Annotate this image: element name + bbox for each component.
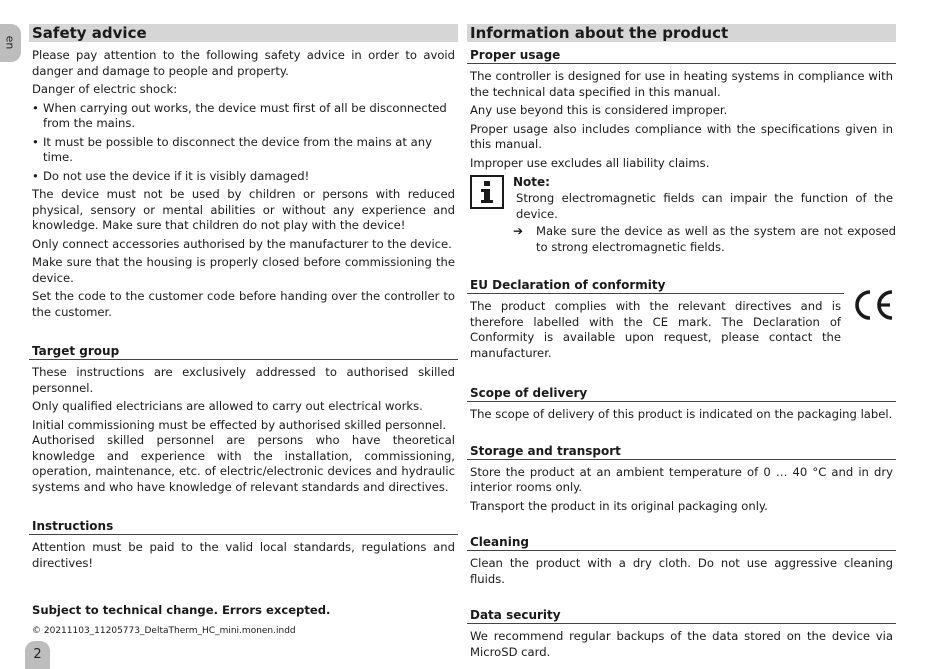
usage-para-2: Any use beyond this is considered improper. <box>470 103 728 117</box>
scope-para: The scope of delivery of this product is indicated on the packaging label. <box>470 407 893 421</box>
target-para-2: Only qualified electricians are allowed to carry out electrical works. <box>32 399 423 413</box>
target-para-4: Authorised skilled personnel are persons who have theoretical knowledge and experience with the installation, commissioning, operation, maintenance, etc. of electric/electronic devices and hydraulic systems and who have knowledge of relevant standards and directives. <box>32 433 455 494</box>
safety-para-accessories: Only connect accessories authorised by the manufacturer to the device. <box>32 236 452 251</box>
note-text: Strong electromagnetic fields can impair the function of the device. <box>516 191 893 221</box>
eu-declaration-title: EU Declaration of conformity <box>467 278 844 294</box>
language-label: en <box>3 35 17 50</box>
info-icon <box>470 175 504 209</box>
note-arrow-text: Make sure the device as well as the system are not exposed to strong electromagnetic fields. <box>536 224 896 254</box>
note-arrow-item <box>513 224 896 255</box>
safety-para-housing: Make sure that the housing is properly closed before commissioning the device. <box>32 255 455 285</box>
usage-para-1: The controller is designed for use in heating systems in compliance with the technical data specified in this manual. <box>470 69 893 99</box>
product-info-title: Information about the product <box>467 24 896 42</box>
right-column <box>467 24 896 663</box>
list-item: • It must be possible to disconnect the device from the mains at any time. <box>32 135 455 166</box>
eu-declaration-para: The product complies with the relevant directives and is therefore labelled with the CE mark. The Declaration of Conformity is available upon request, please contact the manufacturer. <box>470 299 841 360</box>
safety-advice-title: Safety advice <box>29 24 458 42</box>
page-number: 2 <box>33 647 42 662</box>
usage-para-3: Proper usage also includes compliance with the specifications given in this manual. <box>470 121 893 151</box>
instructions-title: Instructions <box>29 519 458 535</box>
left-column <box>29 24 458 574</box>
target-para-1: These instructions are exclusively addressed to authorised skilled personnel. <box>32 365 455 395</box>
target-group-title: Target group <box>29 344 458 360</box>
cleaning-para: Clean the product with a dry cloth. Do not use aggressive cleaning fluids. <box>470 556 893 586</box>
safety-para-children: The device must not be used by children or persons with reduced physical, sensory or mental abilities or without any experience and knowledge. Make sure that children do not play with the device! <box>32 187 455 232</box>
instructions-para: Attention must be paid to the valid local standards, regulations and directives! <box>32 540 455 570</box>
storage-title: Storage and transport <box>467 444 896 460</box>
scope-title: Scope of delivery <box>467 386 896 402</box>
shock-label: Danger of electric shock: <box>32 82 178 96</box>
page-number-tab <box>25 641 50 669</box>
note-box <box>467 175 896 255</box>
storage-para-1: Store the product at an ambient temperature of 0 … 40 °C and in dry interior rooms only. <box>470 464 893 494</box>
data-security-title: Data security <box>467 608 896 624</box>
list-item: • When carrying out works, the device must first of all be disconnected from the mains. <box>32 101 455 132</box>
target-para-3: Initial commissioning must be effected by authorised skilled personnel. <box>32 417 447 432</box>
safety-para-code: Set the code to the customer code before handing over the controller to the customer. <box>32 289 455 319</box>
shock-bullet-list <box>29 101 458 185</box>
storage-para-2: Transport the product in its original packaging only. <box>470 498 768 513</box>
list-item: • Do not use the device if it is visibly damaged! <box>32 169 455 185</box>
copyright-text: © 20211103_11205773_DeltaTherm_HC_mini.monen.indd <box>32 626 296 636</box>
arrow-right-icon: ➔ <box>513 224 524 238</box>
note-title: Note: <box>513 175 550 189</box>
disclaimer-text: Subject to technical change. Errors excepted. <box>32 603 331 617</box>
eu-declaration-block <box>467 278 896 361</box>
usage-para-4: Improper use excludes all liability claims. <box>470 155 710 170</box>
cleaning-title: Cleaning <box>467 535 896 551</box>
proper-usage-title: Proper usage <box>467 48 896 64</box>
ce-mark-icon <box>852 288 896 322</box>
data-security-para: We recommend regular backups of the data stored on the device via MicroSD card. <box>470 629 893 659</box>
safety-intro: Please pay attention to the following safety advice in order to avoid danger and damage to people and property. <box>32 48 455 78</box>
language-tab <box>0 24 21 62</box>
